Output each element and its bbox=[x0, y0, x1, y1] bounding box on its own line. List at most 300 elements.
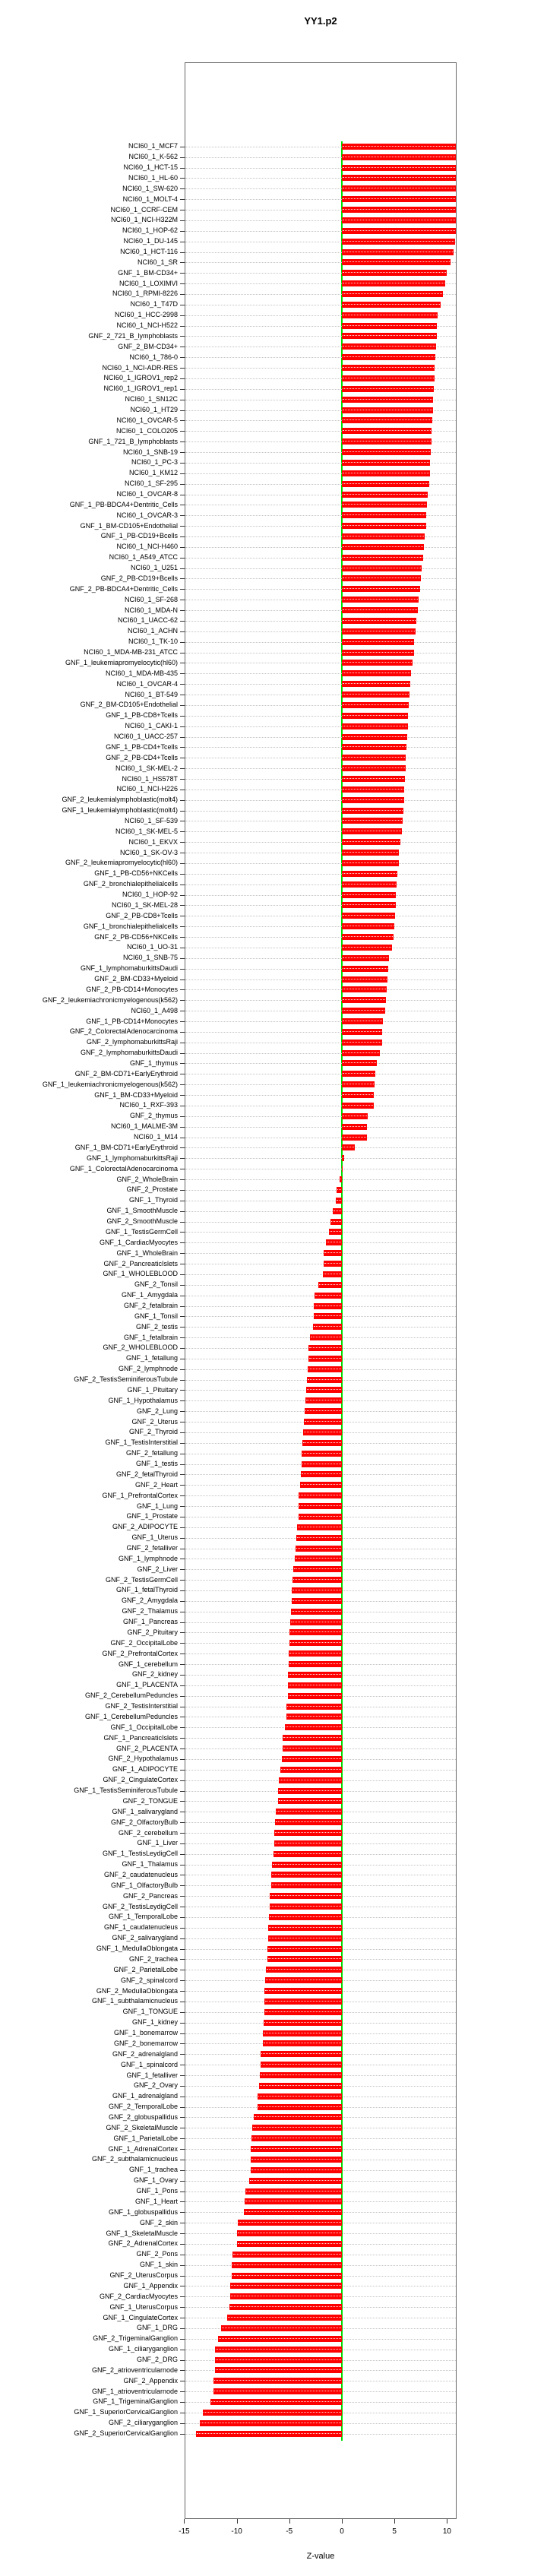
row-label: GNF_2_Pons bbox=[136, 2250, 178, 2258]
row-label: GNF_1_Heart bbox=[134, 2197, 178, 2205]
y-axis-tick bbox=[180, 1991, 185, 1992]
y-axis-tick bbox=[180, 642, 185, 643]
row-label: GNF_2_MedullaOblongata bbox=[96, 1986, 178, 1995]
y-axis-tick bbox=[180, 1348, 185, 1349]
row-leader-line bbox=[185, 716, 456, 717]
row-label: GNF_2_CerebellumPeduncles bbox=[84, 1691, 178, 1700]
bar bbox=[324, 1261, 342, 1267]
bar bbox=[299, 1514, 342, 1520]
bar bbox=[342, 185, 456, 191]
y-axis-tick bbox=[180, 568, 185, 569]
row-label: GNF_1_UterusCorpus bbox=[109, 2302, 178, 2311]
bar bbox=[342, 555, 423, 561]
row-label: GNF_1_DRG bbox=[136, 2324, 178, 2332]
y-axis-tick bbox=[180, 2107, 185, 2108]
row-label: NCI60_1_HS578T bbox=[122, 774, 178, 783]
bar bbox=[305, 1408, 342, 1414]
y-axis-tick bbox=[180, 631, 185, 632]
bar bbox=[342, 533, 425, 540]
bar bbox=[342, 291, 443, 297]
row-label: GNF_1_subthalamicnucleus bbox=[91, 1997, 178, 2005]
row-label: GNF_1_skin bbox=[139, 2261, 178, 2269]
bar bbox=[329, 1229, 342, 1235]
row-label: GNF_2_AdrenalCortex bbox=[108, 2239, 178, 2248]
y-axis-tick bbox=[180, 294, 185, 295]
row-label: NCI60_1_COLO205 bbox=[115, 426, 178, 435]
bar bbox=[342, 523, 426, 529]
row-label: GNF_2_PB-CD8+Tcells bbox=[106, 911, 178, 919]
row-label: GNF_1_caudatenucleus bbox=[103, 1923, 178, 1932]
bar bbox=[324, 1250, 342, 1256]
row-label: GNF_2_leukemiapromyelocytic(hl60) bbox=[65, 859, 178, 867]
row-label: GNF_2_PLACENTA bbox=[116, 1744, 178, 1752]
row-label: GNF_1_Pancreas bbox=[122, 1618, 178, 1626]
x-axis-tick-label: 5 bbox=[392, 2527, 397, 2536]
y-axis-tick bbox=[180, 958, 185, 959]
bar bbox=[283, 1735, 342, 1741]
row-label: NCI60_1_U251 bbox=[130, 564, 178, 572]
bar bbox=[342, 1008, 385, 1014]
row-label: GNF_2_TestisSeminiferousTubule bbox=[74, 1375, 178, 1384]
row-leader-line bbox=[185, 1000, 456, 1001]
y-axis-tick bbox=[180, 273, 185, 274]
y-axis-tick bbox=[180, 1780, 185, 1781]
row-label: GNF_2_PB-CD56+NKCells bbox=[94, 932, 178, 941]
row-label: NCI60_1_HCT-116 bbox=[120, 248, 178, 255]
row-label: GNF_1_fetalliver bbox=[126, 2071, 178, 2079]
y-axis-tick bbox=[180, 1327, 185, 1328]
y-axis-tick bbox=[180, 2339, 185, 2340]
row-label: GNF_2_Appendix bbox=[123, 2376, 178, 2385]
row-label: NCI60_1_OVCAR-5 bbox=[116, 416, 178, 424]
bar bbox=[342, 1135, 367, 1141]
bar bbox=[267, 1956, 342, 1962]
row-label: GNF_2_Uterus bbox=[131, 1417, 178, 1426]
row-label: GNF_2_WHOLEBLOOD bbox=[103, 1343, 178, 1352]
y-axis-tick bbox=[180, 1917, 185, 1918]
y-axis-tick bbox=[180, 2434, 185, 2435]
row-label: NCI60_1_SF-268 bbox=[124, 595, 178, 603]
bar bbox=[342, 607, 418, 613]
y-axis-tick bbox=[180, 368, 185, 369]
y-axis-tick bbox=[180, 1464, 185, 1465]
y-axis-tick bbox=[180, 1211, 185, 1212]
row-label: GNF_1_TestisInterstitial bbox=[105, 1438, 178, 1447]
y-axis-tick bbox=[180, 1242, 185, 1243]
bar bbox=[245, 2188, 342, 2195]
y-axis-tick bbox=[180, 2012, 185, 2013]
y-axis-tick bbox=[180, 937, 185, 938]
row-leader-line bbox=[185, 1032, 456, 1033]
row-label: GNF_2_CardiacMyocytes bbox=[99, 2292, 178, 2300]
row-leader-line bbox=[185, 1179, 456, 1180]
y-axis-tick bbox=[180, 1116, 185, 1117]
y-axis-tick bbox=[180, 1770, 185, 1771]
bar bbox=[340, 1176, 342, 1182]
row-label: GNF_2_BM-CD34+ bbox=[118, 342, 178, 350]
row-label: GNF_1_ParietalLobe bbox=[113, 2134, 178, 2142]
bar bbox=[292, 1598, 342, 1604]
row-label: GNF_2_leukemiachronicmyelogenous(k562) bbox=[42, 995, 178, 1004]
row-label: GNF_1_salivarygland bbox=[112, 1807, 178, 1815]
bar bbox=[308, 1345, 342, 1351]
bar bbox=[313, 1324, 342, 1330]
bar bbox=[342, 565, 422, 571]
y-axis-tick bbox=[180, 1369, 185, 1370]
y-axis-tick bbox=[180, 515, 185, 516]
row-leader-line bbox=[185, 1095, 456, 1096]
row-label: NCI60_1_HOP-92 bbox=[122, 891, 178, 899]
row-label: NCI60_1_TK-10 bbox=[128, 638, 178, 646]
y-axis-tick bbox=[180, 673, 185, 674]
row-label: GNF_2_TestisInterstitial bbox=[105, 1702, 178, 1710]
bar bbox=[333, 1208, 342, 1214]
row-label: NCI60_1_SNB-75 bbox=[122, 954, 178, 962]
row-leader-line bbox=[185, 831, 456, 832]
bar bbox=[342, 913, 395, 919]
row-leader-line bbox=[185, 737, 456, 738]
y-axis-tick bbox=[180, 1095, 185, 1096]
row-label: NCI60_1_LOXIMVI bbox=[119, 279, 178, 287]
row-label: GNF_2_kidney bbox=[131, 1670, 178, 1679]
y-axis-tick bbox=[180, 188, 185, 189]
row-label: GNF_2_OlfactoryBulb bbox=[110, 1818, 178, 1826]
row-label: NCI60_1_DU-145 bbox=[123, 237, 178, 245]
bar bbox=[300, 1482, 342, 1488]
row-label: GNF_1_bonemarrow bbox=[113, 2029, 178, 2037]
bar bbox=[274, 1851, 342, 1857]
y-axis-tick bbox=[180, 157, 185, 158]
y-axis-tick bbox=[180, 1021, 185, 1022]
row-leader-line bbox=[185, 1232, 456, 1233]
bar bbox=[305, 1397, 342, 1404]
bar bbox=[258, 2104, 342, 2110]
bar bbox=[342, 1018, 383, 1024]
row-label: NCI60_1_BT-549 bbox=[125, 690, 178, 698]
y-axis-tick bbox=[180, 452, 185, 453]
row-label: GNF_2_bronchialepithelialcells bbox=[83, 880, 178, 888]
row-label: GNF_2_PancreaticIslets bbox=[103, 1259, 178, 1267]
bar bbox=[342, 449, 431, 455]
y-axis-tick bbox=[180, 2043, 185, 2044]
y-axis-tick bbox=[180, 1896, 185, 1897]
bar bbox=[263, 2030, 342, 2036]
y-axis-tick bbox=[180, 800, 185, 801]
bar bbox=[342, 850, 399, 856]
row-label: NCI60_1_A498 bbox=[131, 1006, 178, 1014]
row-label: GNF_1_Thyroid bbox=[128, 1196, 178, 1204]
row-label: GNF_1_AdrenalCortex bbox=[108, 2144, 178, 2153]
row-label: NCI60_1_MDA-MB-435 bbox=[105, 669, 178, 677]
bar bbox=[342, 481, 429, 487]
x-axis-tick-label: -15 bbox=[179, 2527, 190, 2536]
bar bbox=[342, 375, 435, 381]
x-axis-tick bbox=[342, 2519, 343, 2524]
bar bbox=[342, 217, 456, 223]
x-axis-title: Z-value bbox=[306, 2552, 335, 2561]
row-label: GNF_2_Pituitary bbox=[127, 1628, 178, 1636]
row-label: NCI60_1_MALME-3M bbox=[110, 1122, 178, 1131]
bar bbox=[288, 1682, 342, 1688]
row-label: GNF_2_TemporalLobe bbox=[108, 2103, 178, 2111]
row-leader-line bbox=[185, 1021, 456, 1022]
row-label: GNF_2_TestisGermCell bbox=[105, 1575, 178, 1584]
bar bbox=[268, 1935, 342, 1941]
row-leader-line bbox=[185, 1253, 456, 1254]
y-axis-tick bbox=[180, 2233, 185, 2234]
bar bbox=[342, 460, 430, 466]
bar bbox=[342, 966, 388, 972]
y-axis-tick bbox=[180, 1738, 185, 1739]
row-leader-line bbox=[185, 1274, 456, 1275]
y-axis-tick bbox=[180, 1569, 185, 1570]
bar bbox=[292, 1587, 342, 1593]
row-label: GNF_2_subthalamicnucleus bbox=[91, 2155, 178, 2163]
y-axis-tick bbox=[180, 168, 185, 169]
bar bbox=[314, 1303, 342, 1309]
row-label: GNF_1_TemporalLobe bbox=[108, 1913, 178, 1921]
row-leader-line bbox=[185, 1063, 456, 1064]
bar bbox=[280, 1767, 342, 1773]
bar bbox=[272, 1862, 342, 1868]
row-leader-line bbox=[185, 811, 456, 812]
bar bbox=[304, 1419, 342, 1425]
y-axis-tick bbox=[180, 1759, 185, 1760]
row-label: GNF_1_TestisGermCell bbox=[105, 1227, 178, 1236]
y-axis-tick bbox=[180, 1822, 185, 1823]
x-axis-tick-label: -5 bbox=[286, 2527, 293, 2536]
bar bbox=[215, 2367, 342, 2373]
row-label: NCI60_1_CCRF-CEM bbox=[110, 205, 178, 214]
row-label: GNF_2_globuspallidus bbox=[108, 2112, 178, 2121]
row-label: GNF_2_leukemialymphoblastic(molt4) bbox=[62, 796, 178, 804]
row-label: GNF_2_fetalThyroid bbox=[115, 1470, 178, 1478]
y-axis-tick bbox=[180, 684, 185, 685]
y-axis-tick bbox=[180, 747, 185, 748]
bar bbox=[286, 1714, 342, 1720]
bar bbox=[342, 1040, 382, 1046]
row-label: GNF_1_thymus bbox=[129, 1059, 178, 1067]
bar bbox=[342, 302, 441, 308]
bar bbox=[342, 723, 408, 729]
bar bbox=[342, 660, 413, 666]
row-label: GNF_2_TONGUE bbox=[122, 1796, 178, 1805]
y-axis-tick bbox=[180, 926, 185, 927]
row-label: GNF_1_atrioventricularnode bbox=[91, 2387, 178, 2395]
y-axis-tick bbox=[180, 1274, 185, 1275]
bar bbox=[342, 312, 438, 318]
row-leader-line bbox=[185, 1242, 456, 1243]
y-axis-tick bbox=[180, 2244, 185, 2245]
x-axis-tick bbox=[237, 2519, 238, 2524]
y-axis-tick bbox=[180, 1685, 185, 1686]
y-axis-tick bbox=[180, 1601, 185, 1602]
bar bbox=[288, 1693, 342, 1699]
bar bbox=[342, 1113, 368, 1119]
bar bbox=[260, 2072, 342, 2078]
row-label: GNF_1_CardiacMyocytes bbox=[99, 1238, 178, 1246]
bar bbox=[342, 154, 456, 160]
row-label: GNF_2_salivarygland bbox=[112, 1934, 178, 1942]
bar bbox=[244, 2209, 342, 2215]
bar bbox=[342, 776, 405, 782]
row-label: GNF_2_lymphomaburkittsDaudi bbox=[80, 1049, 178, 1057]
y-axis-tick bbox=[180, 1232, 185, 1233]
y-axis-tick bbox=[180, 1506, 185, 1507]
bar bbox=[342, 902, 396, 908]
bar bbox=[342, 639, 414, 645]
row-label: GNF_1_Prostate bbox=[126, 1512, 178, 1521]
row-label: GNF_2_ADIPOCYTE bbox=[112, 1523, 178, 1531]
row-label: GNF_1_BM-CD105+Endothelial bbox=[80, 521, 178, 530]
row-label: NCI60_1_SNB-19 bbox=[122, 448, 178, 456]
row-label: NCI60_1_UACC-257 bbox=[113, 733, 178, 741]
row-label: GNF_1_PancreaticIslets bbox=[103, 1733, 178, 1742]
y-axis-tick bbox=[180, 2402, 185, 2403]
row-leader-line bbox=[185, 1211, 456, 1212]
y-axis-tick bbox=[180, 431, 185, 432]
y-axis-tick bbox=[180, 1285, 185, 1286]
row-label: GNF_1_721_B_lymphoblasts bbox=[88, 437, 178, 445]
row-label: GNF_2_Prostate bbox=[126, 1185, 178, 1194]
y-axis-tick bbox=[180, 2201, 185, 2202]
row-label: GNF_1_Amygdala bbox=[121, 1291, 178, 1299]
y-axis-tick bbox=[180, 1411, 185, 1412]
y-axis-tick bbox=[180, 1664, 185, 1665]
bar bbox=[342, 144, 456, 150]
row-label: GNF_2_ColorectalAdenocarcinoma bbox=[69, 1027, 178, 1036]
bar bbox=[342, 881, 397, 888]
bar bbox=[342, 544, 424, 550]
bar bbox=[251, 2167, 342, 2173]
bar bbox=[267, 1946, 342, 1952]
y-axis-tick bbox=[180, 1222, 185, 1223]
bar bbox=[218, 2336, 342, 2342]
bar bbox=[342, 892, 396, 898]
row-label: GNF_2_Hypothalamus bbox=[108, 1755, 178, 1763]
row-label: NCI60_1_SK-OV-3 bbox=[119, 848, 178, 856]
y-axis-tick bbox=[180, 1980, 185, 1981]
y-axis-tick bbox=[180, 589, 185, 590]
bar bbox=[259, 2083, 342, 2089]
bar bbox=[342, 681, 410, 687]
bar bbox=[285, 1724, 342, 1730]
y-axis-tick bbox=[180, 2265, 185, 2266]
y-axis-tick bbox=[180, 578, 185, 579]
y-axis-tick bbox=[180, 610, 185, 611]
y-axis-tick bbox=[180, 905, 185, 906]
bar bbox=[342, 1081, 375, 1087]
row-label: GNF_1_OlfactoryBulb bbox=[110, 1881, 178, 1889]
row-label: GNF_2_BM-CD105+Endothelial bbox=[80, 701, 178, 709]
row-label: GNF_2_UterusCorpus bbox=[109, 2271, 178, 2280]
row-label: GNF_1_leukemiachronicmyelogenous(k562) bbox=[42, 1080, 178, 1088]
row-label: GNF_1_ciliaryganglion bbox=[108, 2345, 178, 2353]
bar bbox=[342, 1071, 375, 1077]
bar bbox=[215, 2357, 342, 2363]
bar bbox=[295, 1555, 342, 1562]
row-label: GNF_2_PB-CD4+Tcells bbox=[106, 753, 178, 761]
bar bbox=[342, 512, 426, 518]
bar bbox=[299, 1503, 342, 1509]
bar bbox=[276, 1809, 342, 1815]
row-label: GNF_2_Heart bbox=[134, 1480, 178, 1489]
bar bbox=[306, 1387, 342, 1393]
row-leader-line bbox=[185, 800, 456, 801]
row-label: GNF_2_TrigeminalGanglion bbox=[93, 2334, 178, 2343]
y-axis-tick bbox=[180, 1590, 185, 1591]
bar bbox=[342, 333, 437, 339]
y-axis-tick bbox=[180, 831, 185, 832]
bar bbox=[289, 1650, 342, 1657]
row-label: GNF_1_TONGUE bbox=[122, 2008, 178, 2016]
y-axis-tick bbox=[180, 1833, 185, 1834]
y-axis-tick bbox=[180, 1622, 185, 1623]
bar bbox=[291, 1609, 342, 1615]
row-label: GNF_1_PLACENTA bbox=[116, 1681, 178, 1689]
row-label: GNF_2_DRG bbox=[136, 2356, 178, 2363]
bar bbox=[342, 470, 430, 476]
row-label: GNF_1_Pons bbox=[136, 2187, 178, 2195]
bar bbox=[342, 945, 392, 951]
row-leader-line bbox=[185, 895, 456, 896]
bar bbox=[342, 259, 451, 265]
bar bbox=[342, 713, 408, 719]
row-label: NCI60_1_HCC-2998 bbox=[114, 311, 178, 319]
y-axis-tick bbox=[180, 1748, 185, 1749]
row-label: GNF_2_lymphomaburkittsRaji bbox=[86, 1038, 178, 1046]
bar bbox=[271, 1882, 342, 1888]
y-axis-tick bbox=[180, 2075, 185, 2076]
bar bbox=[342, 502, 427, 508]
row-label: GNF_1_bronchialepithelialcells bbox=[83, 922, 178, 930]
row-label: GNF_1_PrefrontalCortex bbox=[102, 1491, 178, 1499]
bar bbox=[342, 575, 421, 581]
y-axis-tick bbox=[180, 811, 185, 812]
bar bbox=[342, 417, 432, 423]
bar bbox=[342, 586, 420, 592]
y-axis-tick bbox=[180, 2370, 185, 2371]
row-label: GNF_1_Thalamus bbox=[122, 1860, 178, 1869]
y-axis-tick bbox=[180, 1696, 185, 1697]
y-axis-tick bbox=[180, 1032, 185, 1033]
bar bbox=[342, 976, 387, 983]
row-label: GNF_1_PB-CD56+NKCells bbox=[94, 869, 178, 878]
row-label: GNF_2_Thalamus bbox=[122, 1607, 178, 1616]
y-axis-tick bbox=[180, 2149, 185, 2150]
row-label: GNF_2_trachea bbox=[128, 1954, 178, 1963]
bar bbox=[230, 2293, 342, 2299]
row-label: GNF_2_ParietalLobe bbox=[113, 1965, 178, 1973]
row-leader-line bbox=[185, 979, 456, 980]
bar bbox=[342, 786, 404, 793]
row-label: GNF_1_Pituitary bbox=[127, 1385, 178, 1394]
bar bbox=[232, 2262, 342, 2268]
row-label: GNF_2_fetalbrain bbox=[123, 1302, 178, 1309]
y-axis-tick bbox=[180, 863, 185, 864]
bar bbox=[342, 196, 456, 202]
bar bbox=[342, 755, 406, 761]
row-leader-line bbox=[185, 684, 456, 685]
row-label: NCI60_1_NCI-H522 bbox=[116, 321, 178, 330]
y-axis-tick bbox=[180, 1127, 185, 1128]
row-label: GNF_1_BM-CD34+ bbox=[118, 268, 178, 277]
row-label: GNF_1_WholeBrain bbox=[116, 1248, 178, 1257]
bar bbox=[196, 2431, 342, 2437]
row-label: GNF_1_TestisSeminiferousTubule bbox=[74, 1786, 178, 1795]
row-label: GNF_2_spinalcord bbox=[120, 1976, 178, 1984]
bar bbox=[293, 1566, 342, 1572]
